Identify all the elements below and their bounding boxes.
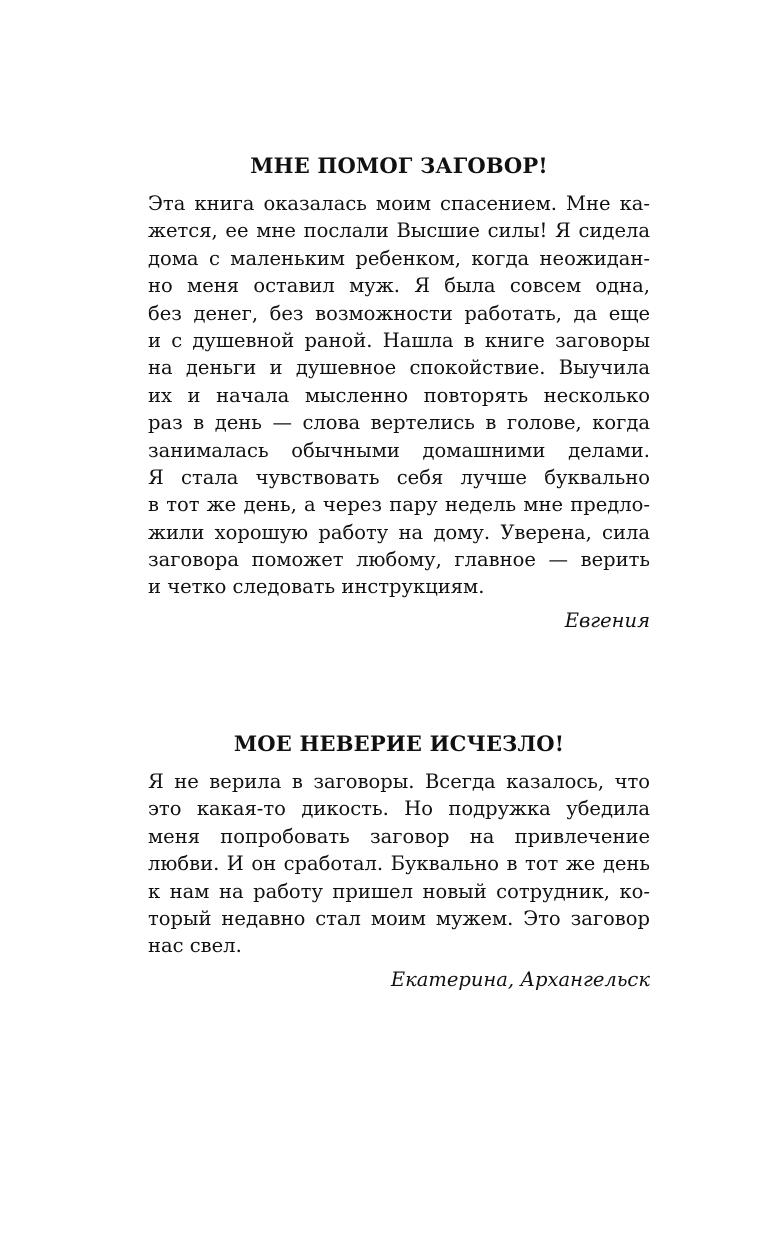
text-line: и с душевной раной. Нашла в книге заговоры	[148, 328, 650, 352]
paragraph	[148, 768, 650, 960]
text-line: заговора поможет любому, главное — верить	[148, 548, 650, 572]
text-line: Я стала чувствовать себя лучше буквально	[148, 465, 650, 489]
text-line: жется, ее мне послали Высшие силы! Я сидела	[148, 219, 650, 243]
text-line: без денег, без возможности работать, да еще	[148, 301, 650, 325]
text-line: нас свел.	[148, 934, 242, 958]
testimonial-evgenia	[148, 152, 650, 635]
text-line: любви. И он сработал. Буквально в тот же день	[148, 852, 650, 876]
text-line: меня попробовать заговор на привлечение	[148, 824, 650, 848]
section-heading: МОЕ НЕВЕРИЕ ИСЧЕЗЛО!	[233, 731, 565, 756]
author-signature: Екатерина, Архангельск	[390, 967, 650, 991]
text-line: их и начала мысленно повторять несколько	[148, 383, 650, 407]
text-line: но меня оставил муж. Я была совсем одна,	[148, 274, 650, 298]
text-line: Эта книга оказалась моим спасением. Мне ка-	[148, 192, 650, 215]
text-line: Я не верила в заговоры. Всегда казалось, что	[148, 770, 650, 793]
text-line: раз в день — слова вертелись в голове, когда	[148, 411, 650, 435]
text-line: и четко следовать инструкциям.	[148, 575, 485, 599]
text-line: к нам на работу пришел новый сотрудник, ко-	[148, 879, 650, 903]
section-heading: МНЕ ПОМОГ ЗАГОВОР!	[250, 153, 548, 178]
text-line: это какая-то дикость. Но подружка убедила	[148, 797, 650, 821]
paragraph	[148, 190, 650, 601]
text-line: торый недавно стал моим мужем. Это заговор	[148, 906, 650, 930]
author-signature: Евгения	[564, 608, 650, 632]
text-line: занималась обычными домашними делами.	[148, 438, 650, 462]
text-line: в тот же день, а через пару недель мне предло-	[148, 493, 650, 517]
testimonial-ekaterina	[148, 730, 650, 994]
text-line: жили хорошую работу на дому. Уверена, сила	[148, 520, 650, 544]
text-line: на деньги и душевное спокойствие. Выучила	[148, 356, 650, 380]
text-line: дома с маленьким ребенком, когда неожидан-	[148, 246, 650, 270]
